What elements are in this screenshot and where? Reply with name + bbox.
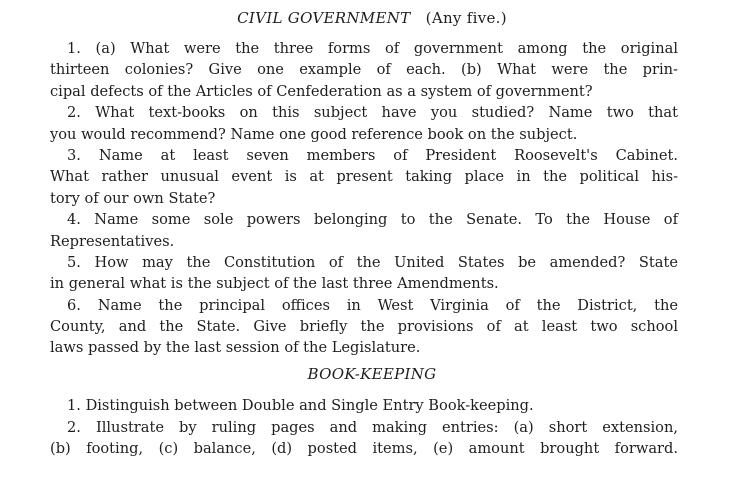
question-4-line-1: 4. Name some sole powers belonging to the Senate. To the House of [67,211,678,229]
book-keeping-questions [50,395,678,460]
question-1-line-1: 1. (a) What were the three forms of government among the original [67,40,678,57]
question-1-line-2: thirteen colonies? Give one example of each. (b) What were the prin- [50,61,678,79]
question-2-line-2: you would recommend? Name one good reference book on the subject. [50,125,578,143]
question-6-line-3: laws passed by the last session of the Legislature. [50,339,421,357]
question-1-line-3: cipal defects of the Articles of Cenfederation as a system of government? [50,82,593,100]
question-6-line-2: County, and the State. Give briefly the provisions of at least two school [50,318,678,336]
question-6-line-1: 6. Name the principal offices in West Virginia of the District, the [67,296,678,314]
question-5-line-2: in general what is the subject of the last three Amendments. [50,275,499,293]
section-subtitle: (Any five.) [425,9,507,27]
question-3-line-1: 3. Name at least seven members of President Roosevelt's Cabinet. [67,146,678,164]
section-title: BOOK-KEEPING [307,365,437,383]
civil-government-heading [0,9,744,27]
bk-question-1: 1. Distinguish between Double and Single Entry Book-keeping. [67,397,534,414]
question-2-line-1: 2. What text-books on this subject have you studied? Name two that [67,104,678,122]
question-3-line-2: What rather unusual event is at present taking place in the political his- [50,168,678,186]
question-5-line-1: 5. How may the Constitution of the United States be amended? State [67,253,678,271]
bk-question-2-line-1: 2. Illustrate by ruling pages and making entries: (a) short extension, [67,418,678,436]
question-3-line-3: tory of our own State? [50,189,216,207]
section-title: CIVIL GOVERNMENT [237,9,411,27]
question-4-line-2: Representatives. [50,232,175,250]
civil-government-questions [50,38,678,359]
book-keeping-heading [0,365,744,383]
bk-question-2-line-2: (b) footing, (c) balance, (d) posted items, (e) amount brought forward. [50,440,678,458]
